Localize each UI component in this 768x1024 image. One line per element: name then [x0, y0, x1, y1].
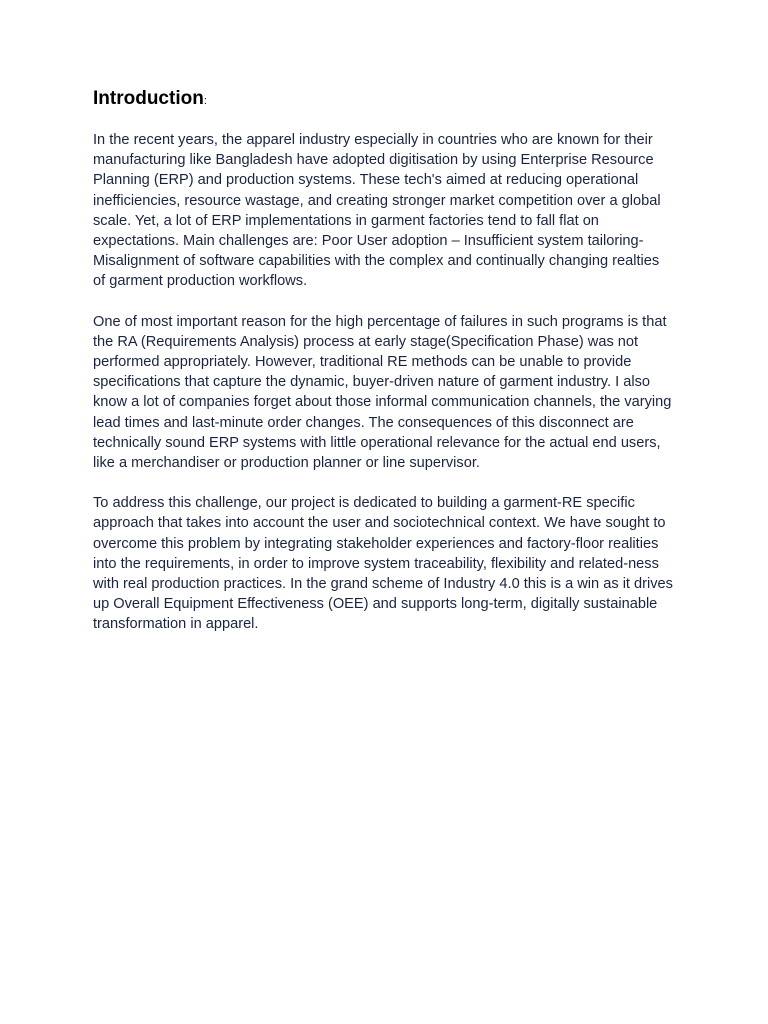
section-heading	[93, 86, 675, 114]
paragraph-3: To address this challenge, our project is dedicated to building a garment-RE specific approach that takes into account the user and sociotechnical context. We have sought to overcome this problem by integrating stakeholder experiences and factory-floor realities into the requirements, in order to improve system traceability, flexibility and related-ness with real production practices. In the grand scheme of Industry 4.0 this is a win as it drives up Overall Equipment Effectiveness (OEE) and supports long-term, digitally sustainable transformation in apparel.	[93, 495, 673, 633]
section-heading-text: Introduction	[93, 88, 204, 109]
section-heading-colon: :	[203, 95, 207, 107]
paragraph-1: In the recent years, the apparel industry especially in countries who are known for their manufacturing like Bangladesh have adopted digitisation by using Enterprise Resource Planning (ERP) and production systems. These tech's aimed at reducing operational inefficiencies, resource wastage, and creating stronger market competition over a global scale. Yet, a lot of ERP implementations in garment factories tend to fall flat on expectations. Main challenges are: Poor User adoption – Insufficient system tailoring- Misalignment of software capabilities with the complex and continually changing realties of garment production workflows.	[93, 132, 661, 290]
document-body	[93, 86, 675, 655]
paragraph-2: One of most important reason for the high percentage of failures in such programs is that the RA (Requirements Analysis) process at early stage(Specification Phase) was not performed appropriately. However, traditional RE methods can be unable to provide specifications that capture the dynamic, buyer-driven nature of garment industry. I also know a lot of companies forget about those informal communication channels, the varying lead times and last-minute order changes. The consequences of this disconnect are technically sound ERP systems with little operational relevance for the actual end users, like a merchandiser or production planner or line supervisor.	[93, 313, 672, 472]
